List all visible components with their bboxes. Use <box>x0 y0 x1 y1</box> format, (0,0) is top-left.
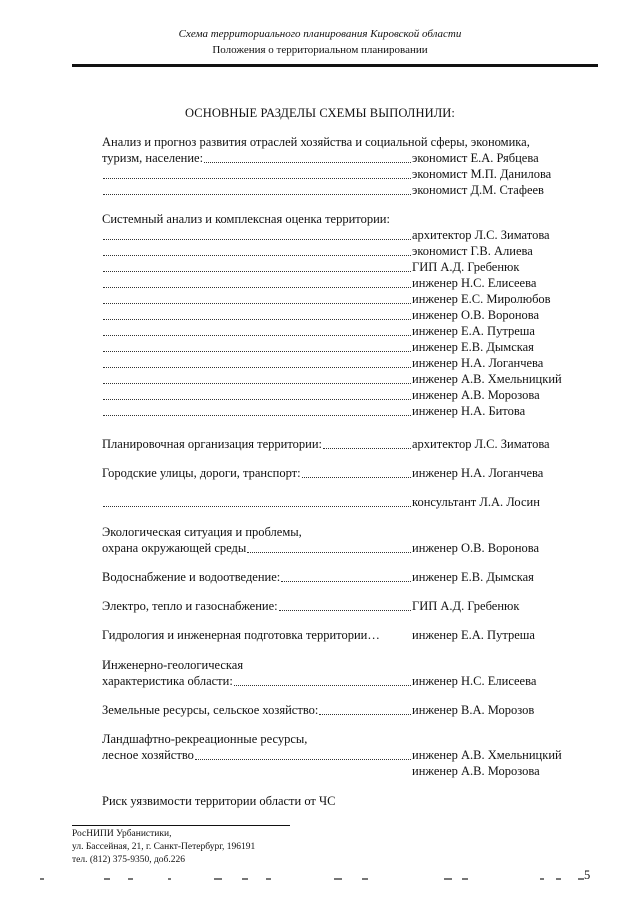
leader-dots <box>234 684 411 686</box>
section-water-label: Водоснабжение и водоотведение: <box>102 570 281 584</box>
section-economy-title: Анализ и прогноз развития отраслей хозяйства и социальной сферы, экономика, <box>102 135 530 149</box>
section-landscape-row <box>102 747 592 763</box>
person: архитектор Л.С. Зиматова <box>412 228 550 242</box>
leader-dots <box>103 414 411 416</box>
leader-dots <box>319 713 411 715</box>
scan-noise-marks <box>0 874 640 886</box>
section-landscape-label: лесное хозяйство <box>102 748 194 762</box>
section-geology-title: Инженерно-геологическая <box>102 658 244 672</box>
section-transport-row <box>102 494 592 510</box>
section-ecology-label: охрана окружающей среды <box>102 541 247 555</box>
leader-dots <box>323 447 411 449</box>
leader-dots <box>103 177 411 179</box>
leader-dots <box>103 193 411 195</box>
section-system-row <box>102 371 592 387</box>
section-landscape-row <box>102 763 592 779</box>
leader-dots <box>103 302 411 304</box>
section-system-row <box>102 403 592 419</box>
person: инженер В.А. Морозов <box>412 703 535 717</box>
leader-dots <box>279 609 411 611</box>
section-system-row <box>102 339 592 355</box>
section-economy-row <box>102 182 592 198</box>
section-land-label: Земельные ресурсы, сельское хозяйство: <box>102 703 319 717</box>
section-geology-label: характеристика области: <box>102 674 233 688</box>
person: инженер А.В. Морозова <box>412 764 540 778</box>
leader-dots <box>281 580 411 582</box>
person: инженер Е.В. Дымская <box>412 340 534 354</box>
person: экономист Е.А. Рябцева <box>412 151 539 165</box>
footer-rule <box>72 825 290 826</box>
footer-org: РосНИПИ Урбанистики, <box>72 829 172 839</box>
leader-dots <box>103 366 411 368</box>
person: инженер Н.А. Логанчева <box>412 466 544 480</box>
person: инженер А.В. Хмельницкий <box>412 372 562 386</box>
person: инженер Е.В. Дымская <box>412 570 534 584</box>
leader-dots <box>103 270 411 272</box>
leader-dots <box>103 334 411 336</box>
section-system-row <box>102 227 592 243</box>
person: инженер А.В. Морозова <box>412 388 540 402</box>
person: консультант Л.А. Лосин <box>412 495 540 509</box>
section-transport-label: Городские улицы, дороги, транспорт: <box>102 466 301 480</box>
page-number: 5 <box>584 868 591 882</box>
person: инженер Н.С. Елисеева <box>412 276 537 290</box>
section-planning-row <box>102 436 592 452</box>
section-system-row <box>102 307 592 323</box>
person: инженер О.В. Воронова <box>412 541 540 555</box>
person: инженер Е.С. Миролюбов <box>412 292 551 306</box>
footer-address: ул. Бассейная, 21, г. Санкт-Петербург, 196191 <box>72 842 256 852</box>
section-land-row <box>102 702 592 718</box>
person: инженер Н.С. Елисеева <box>412 674 537 688</box>
section-energy-label: Электро, тепло и газоснабжение: <box>102 599 278 613</box>
person: экономист Д.М. Стафеев <box>412 183 544 197</box>
section-risk-title: Риск уязвимости территории области от ЧС <box>102 794 336 808</box>
document-header-subtitle: Положения о территориальном планировании <box>212 44 428 56</box>
leader-dots <box>103 350 411 352</box>
leader-dots <box>195 758 411 760</box>
footer-phone: тел. (812) 375-9350, доб.226 <box>72 855 186 865</box>
person: инженер А.В. Хмельницкий <box>412 748 562 762</box>
leader-dots <box>103 286 411 288</box>
person: инженер О.В. Воронова <box>412 308 540 322</box>
person: инженер Е.А. Путреша <box>412 628 535 642</box>
leader-dots <box>302 476 411 478</box>
person: ГИП А.Д. Гребенюк <box>412 599 520 613</box>
person: архитектор Л.С. Зиматова <box>412 437 550 451</box>
section-system-row <box>102 387 592 403</box>
section-system-row <box>102 243 592 259</box>
section-water-row <box>102 569 592 585</box>
leader-dots <box>103 254 411 256</box>
section-system-row <box>102 323 592 339</box>
section-system-row <box>102 275 592 291</box>
page-heading: ОСНОВНЫЕ РАЗДЕЛЫ СХЕМЫ ВЫПОЛНИЛИ: <box>185 106 455 120</box>
section-transport-row <box>102 465 592 481</box>
header-rule <box>72 64 598 67</box>
section-system-row <box>102 259 592 275</box>
section-landscape-title: Ландшафтно-рекреационные ресурсы, <box>102 732 308 746</box>
section-geology-row <box>102 673 592 689</box>
document-header-title: Схема территориального планирования Кировской области <box>178 28 462 40</box>
section-ecology-row <box>102 540 592 556</box>
section-economy-row <box>102 166 592 182</box>
person: ГИП А.Д. Гребенюк <box>412 260 520 274</box>
person: инженер Н.А. Логанчева <box>412 356 544 370</box>
section-planning-label: Планировочная организация территории: <box>102 437 322 451</box>
section-system-row <box>102 291 592 307</box>
person: экономист Г.В. Алиева <box>412 244 533 258</box>
leader-dots <box>103 318 411 320</box>
leader-dots <box>103 398 411 400</box>
person: экономист М.П. Данилова <box>412 167 552 181</box>
section-energy-row <box>102 598 592 614</box>
section-economy-label: туризм, население: <box>102 151 204 165</box>
section-ecology-title: Экологическая ситуация и проблемы, <box>102 525 302 539</box>
person: инженер Е.А. Путреша <box>412 324 535 338</box>
leader-dots <box>381 639 411 640</box>
section-economy-row <box>102 150 592 166</box>
leader-dots <box>103 505 411 507</box>
leader-dots <box>204 161 411 163</box>
section-system-row <box>102 355 592 371</box>
leader-dots <box>103 238 411 240</box>
section-hydrology-row <box>102 627 592 643</box>
leader-dots <box>103 382 411 384</box>
person: инженер Н.А. Битова <box>412 404 526 418</box>
leader-spacer <box>103 775 411 776</box>
section-hydrology-label: Гидрология и инженерная подготовка территории… <box>102 628 380 642</box>
section-system-analysis-title: Системный анализ и комплексная оценка территории: <box>102 212 390 226</box>
leader-dots <box>247 551 411 553</box>
